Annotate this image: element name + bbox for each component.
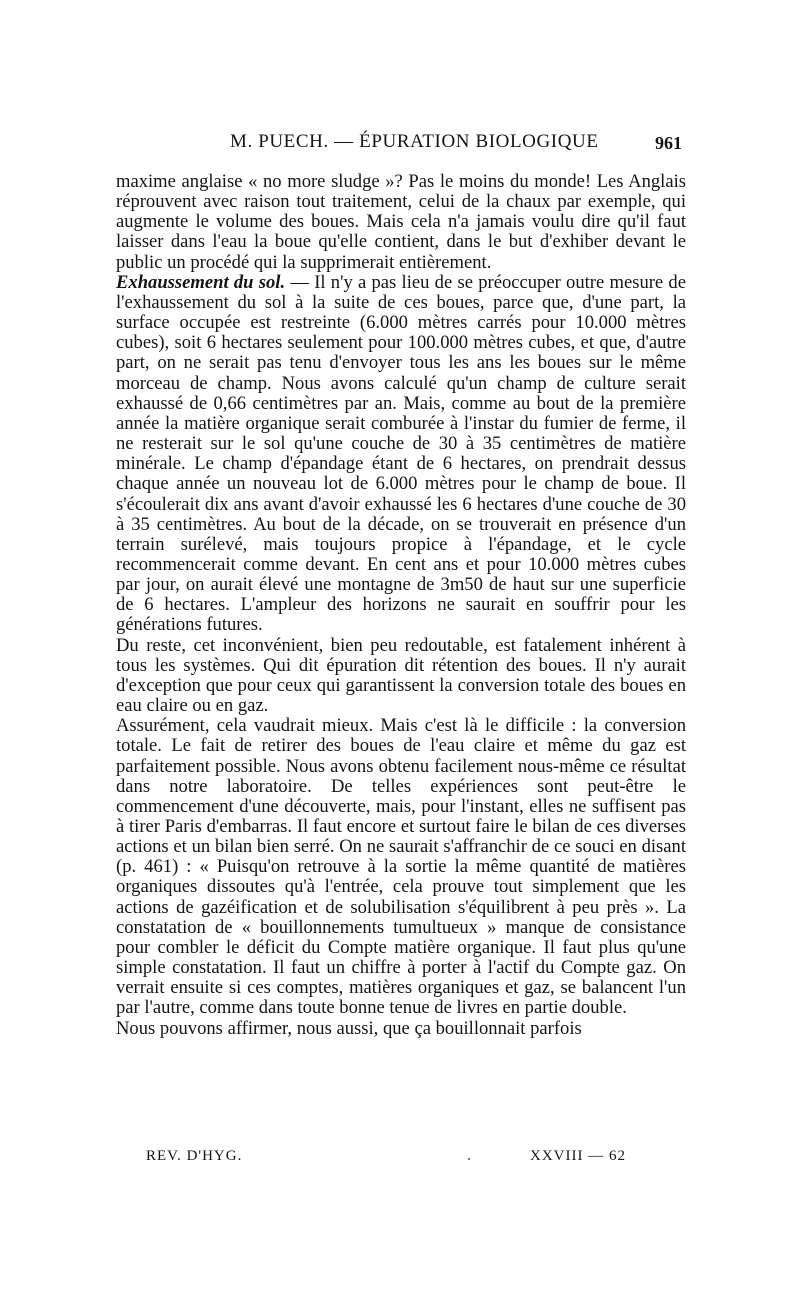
running-header [116, 131, 686, 159]
paragraph-text: Nous pouvons affirmer, nous aussi, que ça bouillonnait parfois [116, 1017, 582, 1039]
journal-abbreviation: REV. D'HYG. [146, 1148, 243, 1164]
paragraph-4 [116, 716, 686, 1018]
paragraph-text: — Il n'y a pas lieu de se préoccuper outre mesure de l'exhaussement du sol à la suite de ces boues, parce que, d'une part, la surface occupée est restreinte (6.000 mètres carrés pour 10.000 mètres cubes), soit 6 hectares seulement pour 100.000 mètres cubes, et que, d'autre part, on ne serait pas tenu d'envoyer tous les ans les boues sur le même morceau de champ. Nous avons calculé qu'un champ de culture serait exhaussé de 0,66 centimètres par an. Mais, comme au bout de la première année la matière organique serait comburée à l'instar du fumier de ferme, il ne resterait sur le sol qu'une couche de 30 à 35 centimètres de matière minérale. Le champ d'épandage étant de 6 hectares, on prendrait dessus chaque année un nouveau lot de 6.000 mètres pour le champ de boue. Il s'écoulerait dix ans avant d'avoir exhaussé les 6 hectares d'une couche de 30 à 35 centimètres. Au bout de la décade, on se trouverait en présence d'un terrain surélevé, mais toujours propice à l'épandage, et le cycle recommencerait comme devant. En cent ans et pour 10.000 mètres cubes par jour, on aurait élevé une montagne de 3m50 de haut sur une superficie de 6 hectares. L'ampleur des horizons ne saurait en souffrir pour les générations futures. [116, 271, 686, 636]
paragraph-text: maxime anglaise « no more sludge »? Pas le moins du monde! Les Anglais réprouvent avec raison tout traitement, celui de la chaux par exemple, qui augmente le volume des boues. Mais cela n'a jamais voulu dire qu'il faut laisser dans l'eau la boue qu'elle contient, dans le but d'exhiber devant le public un procédé qui la supprimerait entièrement. [116, 171, 686, 273]
paragraph-3 [116, 636, 686, 717]
signature-mark: XXVIII — 62 [530, 1148, 626, 1164]
running-title: M. PUECH. — ÉPURATION BIOLOGIQUE [230, 131, 599, 152]
paragraph-text: Assurément, cela vaudrait mieux. Mais c'est là le difficile : la conversion totale. Le fait de retirer des boues de l'eau claire et même du gaz est parfaitement possible. Nous avons obtenu facilement nous-même ce résultat dans notre laboratoire. De telles expériences sont peut-être le commencement d'une découverte, mais, pour l'instant, elles ne suffisent pas à tirer Paris d'embarras. Il faut encore et surtout faire le bilan de ces diverses actions et un bilan bien serré. On ne saurait s'affranchir de ce souci en disant (p. 461) : « Puisqu'on retrouve à la sortie la même quantité de matières organiques dissoutes qu'à l'entrée, cela prouve tout simplement que les actions de gazéification et de solubilisation s'équilibrent à peu près ». La constatation de « bouillonnements tumultueux » manque de consistance pour combler le déficit du Compte matière organique. Il faut plus qu'une simple constatation. Il faut un chiffre à porter à l'actif du Compte gaz. On verrait ensuite si ces comptes, matières organiques et gaz, se balancent l'un par l'autre, comme dans toute bonne tenue de livres en partie double. [116, 715, 686, 1019]
paragraph-text: Du reste, cet inconvénient, bien peu redoutable, est fatalement inhérent à tous les systèmes. Qui dit épuration dit rétention des boues. Il n'y aurait d'exception que pour ceux qui garantissent la conversion totale des boues en eau claire ou en gaz. [116, 634, 686, 717]
paragraph-1 [116, 172, 686, 273]
footer-dot [468, 1158, 470, 1160]
section-heading: Exhaussement du sol. [116, 271, 286, 293]
paragraph-5 [116, 1019, 686, 1039]
body-text [116, 172, 686, 1039]
page-footer [146, 1148, 626, 1172]
page-number: 961 [655, 133, 682, 153]
paragraph-2 [116, 273, 686, 636]
